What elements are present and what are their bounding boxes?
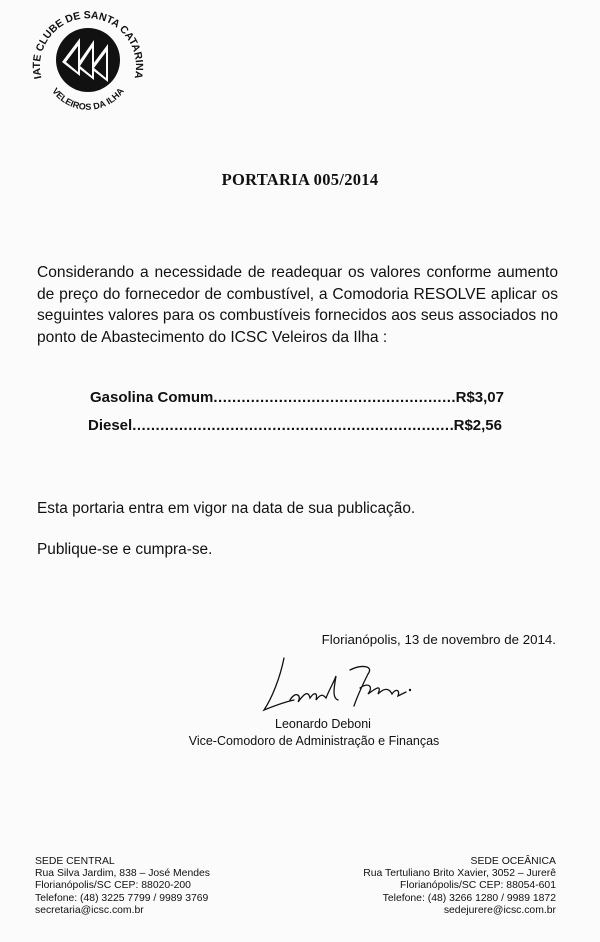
footer-title: SEDE OCEÂNICA (470, 856, 556, 867)
effective-paragraph: Esta portaria entra em vigor na data de sua publicação. (37, 500, 416, 517)
body-paragraph: Considerando a necessidade de readequar os valores conforme aumento de preço do fornecedor de combustível, a Comodoria RESOLVE aplicar os seguintes valores para os combustíveis fornecidos aos seus associados no ponto de Abastecimento do ICSC Veleiros da Ilha : (37, 264, 558, 346)
place-date: Florianópolis, 13 de novembro de 2014. (321, 632, 556, 647)
document-title: PORTARIA 005/2014 (221, 170, 379, 189)
footer-headquarters (35, 856, 210, 917)
signer-name (0, 717, 600, 731)
closing-paragraph: Publique-se e cumpra-se. (37, 541, 213, 558)
logo-subtitle: VELEIROS DA ILHA (50, 85, 126, 112)
fuel-name: Diesel (88, 417, 133, 434)
footer-address: Rua Silva Jardim, 838 – José Mendes (35, 868, 210, 880)
signer-name-text: Leonardo Deboni (275, 717, 371, 731)
footer-city: Florianópolis/SC CEP: 88054-601 (400, 880, 556, 892)
footer-email: secretaria@icsc.com.br (35, 904, 144, 916)
footer-phone: Telefone: (48) 3225 7799 / 9989 3769 (35, 892, 209, 904)
club-logo (22, 2, 152, 126)
signer-role: Vice-Comodoro de Administração e Finanças (188, 734, 440, 748)
dot-leader (132, 417, 453, 434)
logo-name: IATE CLUBE DE SANTA CATARINA (30, 9, 146, 81)
dot-leader (213, 389, 455, 406)
footer-email: sedejurere@icsc.com.br (443, 904, 556, 916)
fuel-price: R$3,07 (455, 389, 504, 406)
footer-phone: Telefone: (48) 3266 1280 / 9989 1872 (382, 892, 556, 904)
sails-icon (56, 28, 120, 92)
footer-address: Rua Tertuliano Brito Xavier, 3052 – Jurerê (363, 868, 556, 880)
price-row-gasoline (90, 389, 504, 406)
footer-title: SEDE CENTRAL (35, 856, 115, 867)
price-row-diesel (88, 417, 502, 434)
fuel-name: Gasolina Comum (90, 389, 214, 406)
fuel-price: R$2,56 (453, 417, 502, 434)
handwritten-signature (250, 648, 430, 718)
footer-ocean-branch (363, 856, 556, 917)
footer-city: Florianópolis/SC CEP: 88020-200 (35, 880, 191, 892)
